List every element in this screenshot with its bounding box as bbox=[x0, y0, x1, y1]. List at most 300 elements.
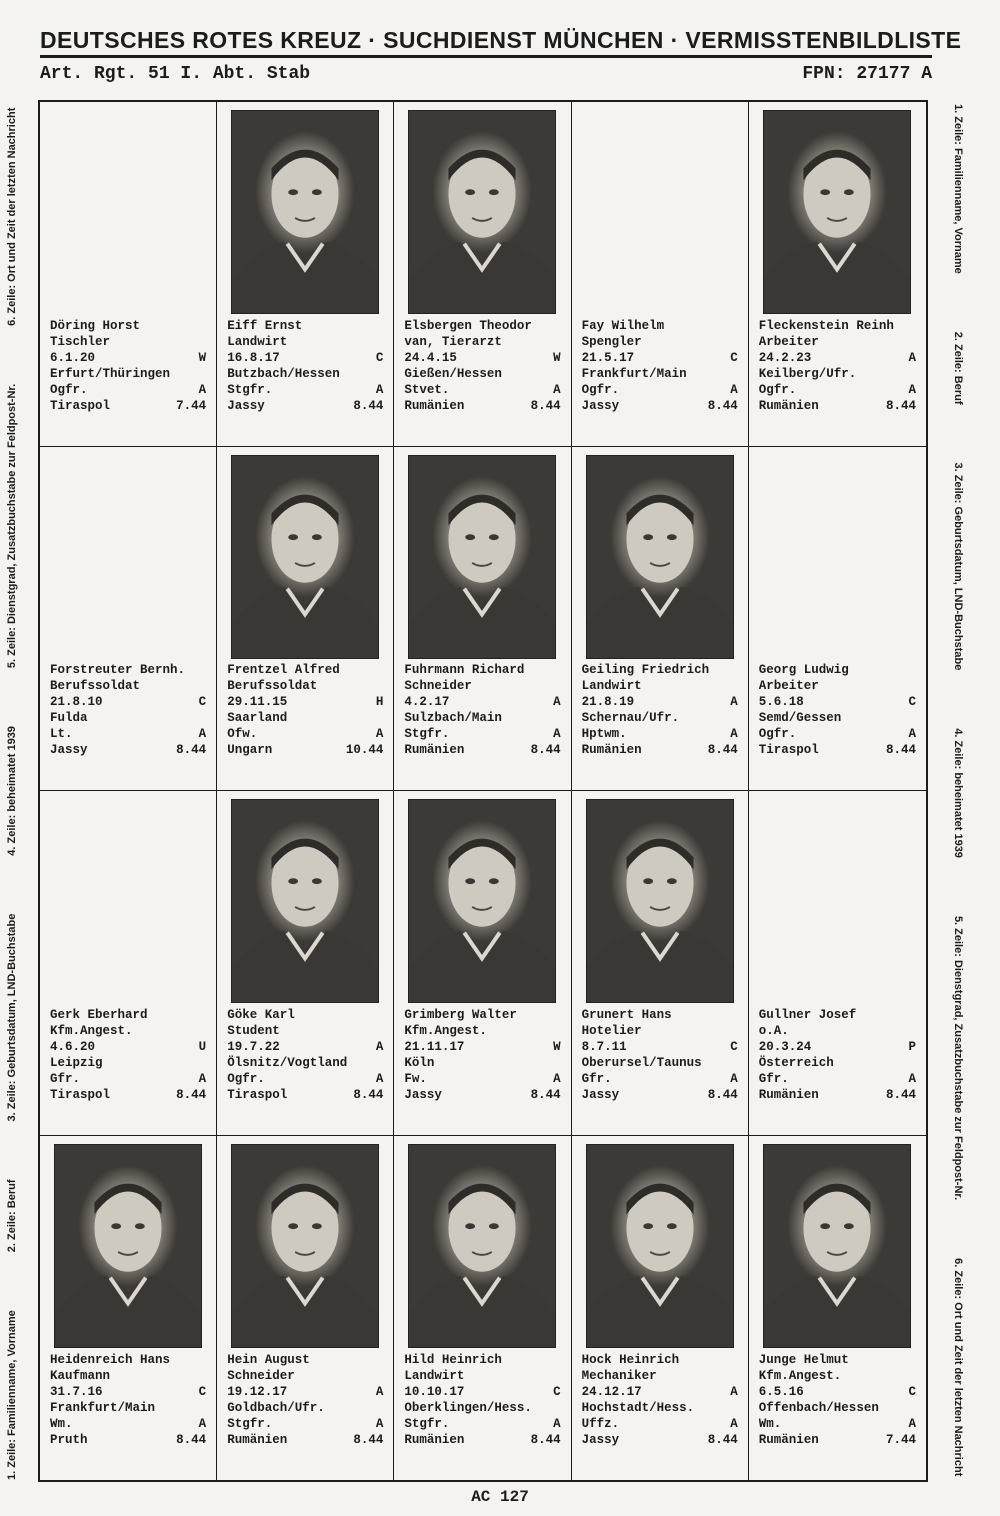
info-line bbox=[227, 742, 383, 758]
info-line bbox=[227, 1023, 383, 1039]
field-lnd: A bbox=[908, 350, 916, 365]
field-fp: A bbox=[908, 1071, 916, 1086]
page-title: DEUTSCHES ROTES KREUZ · SUCHDIENST MÜNCHEN · VERMISSTENBILDLISTE bbox=[40, 26, 932, 58]
field-job: Spengler bbox=[581, 334, 642, 349]
person-card bbox=[217, 447, 394, 792]
field-time: 8.44 bbox=[176, 1087, 207, 1102]
field-home: Schernau/Ufr. bbox=[581, 711, 680, 725]
person-info bbox=[404, 1007, 560, 1111]
info-line bbox=[759, 1432, 916, 1448]
info-line bbox=[582, 1007, 738, 1023]
field-lnd: C bbox=[908, 695, 916, 709]
info-line bbox=[759, 334, 916, 350]
legend-line: 6. Zeile: Ort und Zeit der letzten Nachricht bbox=[6, 107, 18, 326]
info-line bbox=[404, 1368, 560, 1384]
info-line bbox=[404, 662, 560, 678]
person-info bbox=[50, 662, 206, 766]
field-home: Frankfurt/Main bbox=[50, 1401, 156, 1415]
field-name: Fay Wilhelm bbox=[581, 318, 665, 333]
info-line bbox=[404, 382, 560, 398]
person-card bbox=[749, 102, 926, 447]
legend-line: 4. Zeile: beheimatet 1939 bbox=[952, 728, 964, 858]
field-born: 4.6.20 bbox=[50, 1039, 96, 1054]
field-rank: Wm. bbox=[758, 1417, 782, 1431]
info-line bbox=[582, 1071, 738, 1087]
info-line bbox=[582, 1368, 738, 1384]
field-born: 20.3.24 bbox=[758, 1039, 812, 1054]
portrait-photo bbox=[231, 110, 379, 314]
portrait-photo bbox=[408, 799, 556, 1003]
field-name: Frentzel Alfred bbox=[227, 663, 340, 677]
field-rank: Stvet. bbox=[404, 382, 450, 397]
field-lnd: W bbox=[198, 350, 207, 365]
field-job: o.A. bbox=[758, 1023, 789, 1038]
person-card bbox=[749, 1136, 926, 1481]
field-place: Jassy bbox=[227, 398, 265, 413]
info-line bbox=[759, 1055, 916, 1071]
info-line bbox=[227, 1416, 383, 1432]
person-info bbox=[582, 318, 738, 422]
field-lnd: A bbox=[730, 1385, 738, 1399]
info-line bbox=[582, 1384, 738, 1400]
field-fp: A bbox=[198, 1071, 207, 1086]
info-line bbox=[759, 1071, 916, 1087]
field-job: Landwirt bbox=[227, 334, 288, 349]
info-line bbox=[227, 1007, 383, 1023]
field-place: Rumänien bbox=[227, 1433, 288, 1447]
person-info bbox=[759, 318, 916, 422]
field-time: 7.44 bbox=[885, 1433, 916, 1447]
legend-line: 1. Zeile: Familienname, Vorname bbox=[6, 1310, 18, 1480]
field-born: 8.7.11 bbox=[581, 1039, 627, 1054]
info-line bbox=[50, 1023, 206, 1039]
portrait-photo bbox=[586, 799, 734, 1003]
info-line bbox=[227, 1432, 383, 1448]
field-lnd: C bbox=[730, 1039, 738, 1054]
info-line bbox=[582, 398, 738, 414]
field-place: Tiraspol bbox=[758, 743, 819, 757]
info-line bbox=[582, 678, 738, 694]
field-born: 6.1.20 bbox=[50, 350, 96, 365]
person-card bbox=[217, 102, 394, 447]
field-time: 10.44 bbox=[345, 743, 384, 757]
person-card bbox=[749, 447, 926, 792]
field-name: Gullner Josef bbox=[758, 1007, 857, 1022]
field-job: Kfm.Angest. bbox=[50, 1023, 133, 1038]
info-line bbox=[50, 318, 206, 334]
field-job: Berufssoldat bbox=[227, 679, 318, 693]
person-info bbox=[404, 662, 560, 766]
legend-line: 2. Zeile: Beruf bbox=[6, 1179, 18, 1253]
field-rank: Ogfr. bbox=[758, 382, 797, 397]
info-line bbox=[582, 382, 738, 398]
info-line bbox=[227, 334, 383, 350]
field-rank: Gfr. bbox=[758, 1071, 789, 1086]
person-card bbox=[394, 791, 571, 1136]
field-name: Junge Helmut bbox=[758, 1353, 849, 1367]
person-card bbox=[40, 791, 217, 1136]
field-lnd: C bbox=[198, 1385, 207, 1399]
info-line bbox=[404, 318, 560, 334]
info-line bbox=[404, 1071, 560, 1087]
info-line bbox=[759, 1039, 916, 1055]
field-lnd: H bbox=[375, 695, 384, 709]
person-info bbox=[50, 1007, 206, 1111]
field-home: Ölsnitz/Vogtland bbox=[227, 1055, 348, 1070]
field-time: 8.44 bbox=[353, 398, 384, 413]
info-line bbox=[582, 334, 738, 350]
field-home: Erfurt/Thüringen bbox=[50, 366, 171, 381]
field-job: Schneider bbox=[404, 679, 472, 693]
portrait-photo bbox=[54, 1144, 202, 1348]
person-info bbox=[404, 1352, 560, 1456]
info-line bbox=[759, 1400, 916, 1416]
field-rank: Fw. bbox=[404, 1071, 427, 1086]
page-footer: AC 127 bbox=[471, 1488, 529, 1506]
field-job: Hotelier bbox=[581, 1023, 642, 1038]
field-place: Rumänien bbox=[758, 398, 819, 413]
field-born: 24.2.23 bbox=[758, 350, 812, 365]
info-line bbox=[582, 1023, 738, 1039]
info-line bbox=[50, 1087, 206, 1103]
person-info bbox=[582, 1007, 738, 1111]
field-job: Kfm.Angest. bbox=[758, 1369, 842, 1383]
field-rank: Lt. bbox=[50, 727, 73, 741]
field-rank: Uffz. bbox=[581, 1417, 620, 1431]
info-line bbox=[227, 350, 383, 366]
field-time: 8.44 bbox=[707, 743, 738, 757]
person-card bbox=[394, 1136, 571, 1481]
field-lnd: A bbox=[375, 1385, 384, 1399]
field-born: 19.12.17 bbox=[227, 1385, 288, 1399]
field-fp: A bbox=[375, 1417, 384, 1431]
field-name: Elsbergen Theodor bbox=[404, 318, 532, 333]
info-line bbox=[759, 678, 916, 694]
field-rank: Stgfr. bbox=[227, 382, 273, 397]
info-line bbox=[759, 1007, 916, 1023]
field-job: Arbeiter bbox=[758, 679, 819, 693]
field-lnd: C bbox=[908, 1385, 916, 1399]
field-time: 8.44 bbox=[530, 398, 561, 413]
field-fp: A bbox=[730, 1417, 738, 1431]
info-line bbox=[404, 678, 560, 694]
field-lnd: C bbox=[553, 1385, 561, 1399]
field-rank: Ogfr. bbox=[581, 382, 620, 397]
person-info bbox=[582, 662, 738, 766]
field-job: Schneider bbox=[227, 1369, 295, 1383]
field-born: 21.11.17 bbox=[404, 1039, 465, 1054]
field-rank: Gfr. bbox=[50, 1071, 81, 1086]
person-info bbox=[404, 318, 560, 422]
info-line bbox=[50, 1071, 206, 1087]
info-line bbox=[582, 726, 738, 742]
portrait-photo bbox=[408, 110, 556, 314]
person-card bbox=[394, 102, 571, 447]
field-home: Offenbach/Hessen bbox=[758, 1401, 879, 1415]
field-born: 31.7.16 bbox=[50, 1385, 103, 1399]
field-born: 21.5.17 bbox=[581, 350, 635, 365]
legend-line: 4. Zeile: beheimatet 1939 bbox=[6, 726, 18, 856]
info-line bbox=[50, 1055, 206, 1071]
person-info bbox=[50, 1352, 206, 1456]
field-name: Gerk Eberhard bbox=[50, 1007, 148, 1022]
person-card bbox=[572, 447, 749, 792]
info-line bbox=[227, 694, 383, 710]
field-name: Fleckenstein Reinh bbox=[758, 318, 894, 333]
info-line bbox=[404, 1039, 560, 1055]
field-home: Frankfurt/Main bbox=[581, 366, 687, 381]
field-job: Student bbox=[227, 1023, 280, 1038]
info-line bbox=[582, 742, 738, 758]
field-home: Köln bbox=[404, 1055, 435, 1070]
person-card bbox=[572, 791, 749, 1136]
info-line bbox=[227, 710, 383, 726]
field-rank: Stgfr. bbox=[227, 1417, 273, 1431]
field-home: Goldbach/Ufr. bbox=[227, 1401, 325, 1415]
field-time: 8.44 bbox=[176, 1433, 207, 1447]
field-lnd: C bbox=[375, 350, 384, 365]
legend-line: 3. Zeile: Geburtsdatum, LND-Buchstabe bbox=[6, 913, 18, 1122]
field-home: Gießen/Hessen bbox=[404, 366, 502, 381]
info-line bbox=[582, 1055, 738, 1071]
info-line bbox=[50, 678, 206, 694]
person-card bbox=[394, 447, 571, 792]
field-home: Semd/Gessen bbox=[758, 711, 842, 725]
person-info bbox=[227, 318, 383, 422]
field-place: Tiraspol bbox=[227, 1087, 288, 1102]
field-fp: A bbox=[908, 382, 916, 397]
person-card bbox=[40, 1136, 217, 1481]
field-time: 8.44 bbox=[885, 1087, 916, 1102]
field-job: Kfm.Angest. bbox=[404, 1023, 487, 1038]
field-name: Eiff Ernst bbox=[227, 318, 303, 333]
field-time: 8.44 bbox=[707, 1087, 738, 1102]
field-born: 19.7.22 bbox=[227, 1039, 280, 1054]
info-line bbox=[582, 318, 738, 334]
legend-right bbox=[952, 104, 964, 1516]
person-card bbox=[572, 1136, 749, 1481]
field-place: Rumänien bbox=[404, 743, 465, 757]
info-line bbox=[50, 1368, 206, 1384]
field-rank: Hptwm. bbox=[581, 727, 627, 741]
info-line bbox=[50, 350, 206, 366]
info-line bbox=[227, 1352, 383, 1368]
field-home: Oberklingen/Hess. bbox=[404, 1401, 532, 1415]
field-job: Mechaniker bbox=[581, 1369, 657, 1383]
info-line bbox=[759, 318, 916, 334]
field-lnd: A bbox=[730, 695, 738, 709]
field-born: 21.8.10 bbox=[50, 695, 103, 709]
info-line bbox=[50, 726, 206, 742]
field-home: Österreich bbox=[758, 1055, 834, 1070]
field-rank: Ogfr. bbox=[50, 382, 88, 397]
info-line bbox=[50, 1352, 206, 1368]
field-born: 6.5.16 bbox=[758, 1385, 804, 1399]
field-fp: A bbox=[908, 1417, 916, 1431]
field-rank: Gfr. bbox=[581, 1071, 612, 1086]
info-line bbox=[582, 1352, 738, 1368]
person-info bbox=[227, 1007, 383, 1111]
field-fp: A bbox=[553, 1417, 561, 1431]
info-line bbox=[759, 662, 916, 678]
info-line bbox=[227, 1071, 383, 1087]
person-info bbox=[582, 1352, 738, 1456]
field-home: Butzbach/Hessen bbox=[227, 366, 340, 381]
info-line bbox=[582, 1416, 738, 1432]
person-card bbox=[572, 102, 749, 447]
info-line bbox=[759, 726, 916, 742]
field-home: Fulda bbox=[50, 711, 88, 725]
portrait-photo bbox=[408, 455, 556, 659]
field-fp: A bbox=[730, 382, 738, 397]
info-line bbox=[582, 1432, 738, 1448]
info-line bbox=[50, 1416, 206, 1432]
field-fp: A bbox=[198, 727, 207, 741]
info-line bbox=[582, 366, 738, 382]
person-card bbox=[40, 447, 217, 792]
info-line bbox=[404, 350, 560, 366]
info-line bbox=[404, 1087, 560, 1103]
legend-line: 5. Zeile: Dienstgrad, Zusatzbuchstabe zur Feldpost-Nr. bbox=[6, 383, 18, 669]
info-line bbox=[227, 366, 383, 382]
portrait-photo bbox=[408, 1144, 556, 1348]
field-rank: Stgfr. bbox=[404, 727, 450, 741]
portrait-photo bbox=[586, 1144, 734, 1348]
info-line bbox=[50, 334, 206, 350]
field-lnd: C bbox=[198, 695, 207, 709]
field-born: 4.2.17 bbox=[404, 695, 450, 709]
field-rank: Ofw. bbox=[227, 727, 258, 741]
info-line bbox=[404, 1400, 560, 1416]
info-line bbox=[759, 742, 916, 758]
field-rank: Stgfr. bbox=[404, 1417, 450, 1431]
field-job: Landwirt bbox=[581, 679, 642, 693]
info-line bbox=[50, 366, 206, 382]
field-time: 8.44 bbox=[707, 1433, 738, 1447]
person-info bbox=[227, 1352, 383, 1456]
field-home: Saarland bbox=[227, 711, 288, 725]
field-name: Grimberg Walter bbox=[404, 1007, 517, 1022]
field-born: 5.6.18 bbox=[758, 695, 804, 709]
info-line bbox=[759, 398, 916, 414]
field-rank: Wm. bbox=[50, 1417, 73, 1431]
field-place: Tiraspol bbox=[50, 1087, 111, 1102]
field-fp: A bbox=[730, 1071, 738, 1086]
field-place: Rumänien bbox=[581, 743, 642, 757]
info-line bbox=[404, 334, 560, 350]
info-line bbox=[50, 742, 206, 758]
info-line bbox=[227, 678, 383, 694]
field-job: Tischler bbox=[50, 334, 111, 349]
field-name: Hild Heinrich bbox=[404, 1353, 502, 1367]
info-line bbox=[227, 382, 383, 398]
info-line bbox=[404, 710, 560, 726]
field-job: Landwirt bbox=[404, 1369, 465, 1383]
field-job: Kaufmann bbox=[50, 1369, 111, 1383]
person-info bbox=[759, 1352, 916, 1456]
field-lnd: P bbox=[908, 1039, 916, 1054]
person-info bbox=[759, 662, 916, 766]
info-line bbox=[404, 1352, 560, 1368]
field-home: Oberursel/Taunus bbox=[581, 1055, 702, 1070]
field-fp: A bbox=[553, 727, 561, 741]
field-place: Jassy bbox=[581, 1433, 620, 1447]
field-name: Georg Ludwig bbox=[758, 663, 849, 677]
field-time: 8.44 bbox=[176, 743, 207, 757]
legend-line: 5. Zeile: Dienstgrad, Zusatzbuchstabe zur Feldpost-Nr. bbox=[952, 915, 964, 1201]
field-job: Berufssoldat bbox=[50, 679, 141, 693]
field-place: Jassy bbox=[581, 398, 620, 413]
field-name: Geiling Friedrich bbox=[581, 663, 710, 677]
info-line bbox=[227, 1039, 383, 1055]
field-fp: A bbox=[198, 1417, 207, 1431]
field-job: van, Tierarzt bbox=[404, 334, 502, 349]
portrait-photo bbox=[231, 455, 379, 659]
field-place: Ungarn bbox=[227, 743, 273, 757]
info-line bbox=[227, 1087, 383, 1103]
person-card bbox=[217, 791, 394, 1136]
person-info bbox=[759, 1007, 916, 1111]
info-line bbox=[404, 1023, 560, 1039]
info-line bbox=[50, 710, 206, 726]
info-line bbox=[404, 742, 560, 758]
info-line bbox=[759, 694, 916, 710]
field-place: Rumänien bbox=[404, 1433, 465, 1447]
info-line bbox=[50, 662, 206, 678]
field-lnd: U bbox=[198, 1039, 207, 1054]
field-lnd: W bbox=[553, 1039, 561, 1054]
person-card bbox=[217, 1136, 394, 1481]
info-line bbox=[50, 1007, 206, 1023]
info-line bbox=[404, 1384, 560, 1400]
field-name: Heidenreich Hans bbox=[50, 1353, 171, 1367]
field-fp: A bbox=[375, 727, 384, 741]
info-line bbox=[759, 382, 916, 398]
field-lnd: A bbox=[553, 695, 561, 709]
field-place: Tiraspol bbox=[50, 398, 111, 413]
info-line bbox=[582, 710, 738, 726]
info-line bbox=[227, 1055, 383, 1071]
info-line bbox=[227, 398, 383, 414]
info-line bbox=[759, 1368, 916, 1384]
portrait-photo bbox=[586, 455, 734, 659]
field-fp: A bbox=[198, 382, 207, 397]
info-line bbox=[582, 662, 738, 678]
info-line bbox=[759, 366, 916, 382]
field-name: Forstreuter Bernh. bbox=[50, 663, 186, 677]
person-card bbox=[749, 791, 926, 1136]
info-line bbox=[759, 350, 916, 366]
info-line bbox=[759, 1023, 916, 1039]
fpn-label: FPN: 27177 A bbox=[802, 64, 932, 84]
field-home: Leipzig bbox=[50, 1055, 103, 1070]
field-time: 8.44 bbox=[707, 398, 738, 413]
field-job: Arbeiter bbox=[758, 334, 819, 349]
field-name: Hein August bbox=[227, 1353, 310, 1367]
info-line bbox=[404, 366, 560, 382]
field-place: Rumänien bbox=[404, 398, 465, 413]
info-line bbox=[227, 1400, 383, 1416]
info-line bbox=[759, 1384, 916, 1400]
field-born: 24.4.15 bbox=[404, 350, 457, 365]
info-line bbox=[404, 1416, 560, 1432]
info-line bbox=[50, 1384, 206, 1400]
field-fp: A bbox=[730, 727, 738, 741]
info-line bbox=[759, 1416, 916, 1432]
field-name: Grunert Hans bbox=[581, 1007, 672, 1022]
info-line bbox=[404, 694, 560, 710]
info-line bbox=[227, 318, 383, 334]
